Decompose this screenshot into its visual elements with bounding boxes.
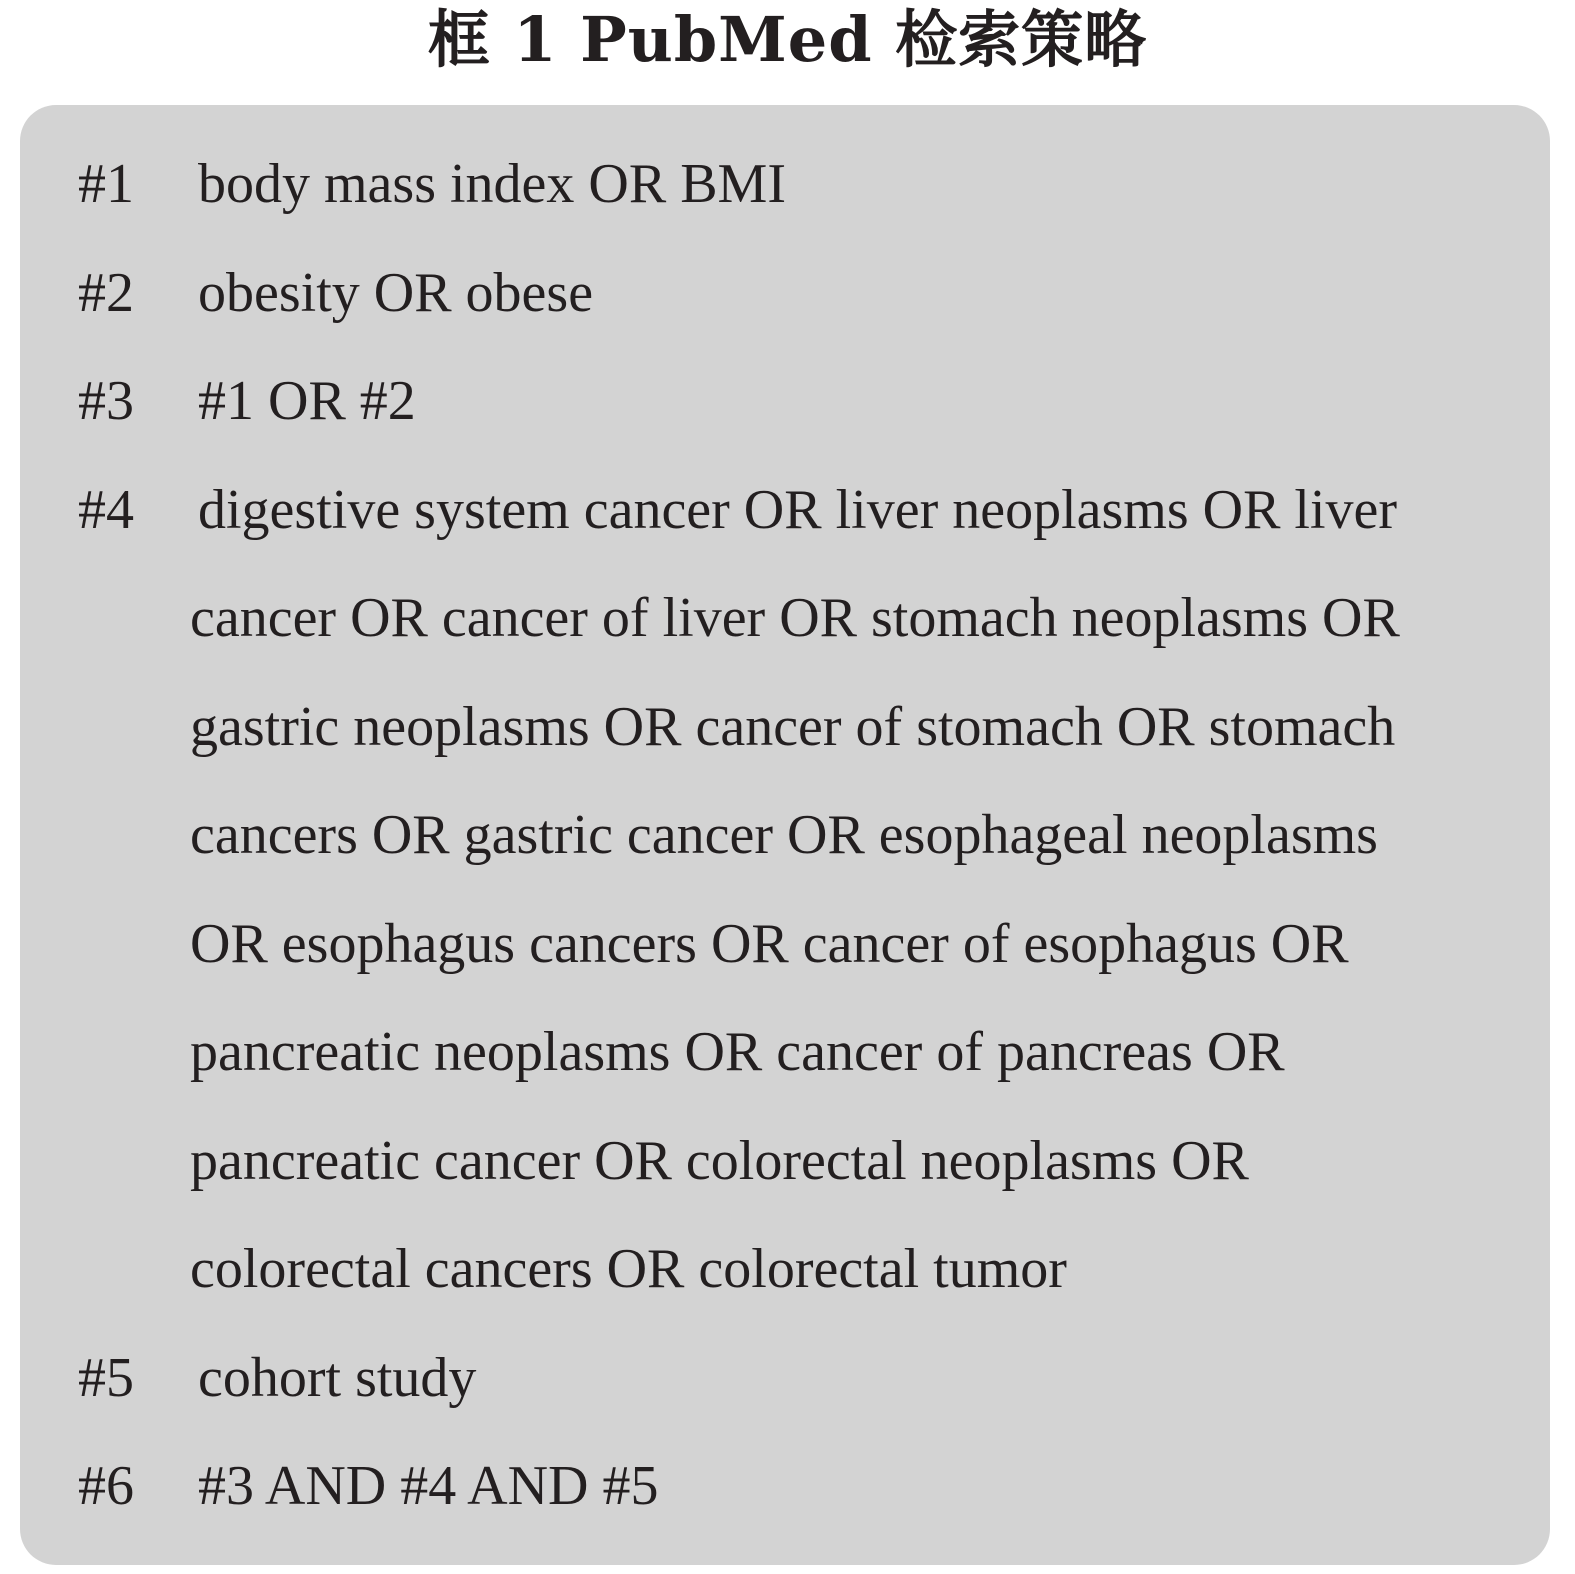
step-number: #5: [78, 1346, 134, 1409]
box-title: 框 1 PubMed 检索策略: [427, 3, 1148, 76]
step-number: #3: [78, 370, 134, 432]
search-strategy-panel: [20, 105, 1550, 1565]
step-query: #1 OR #2: [198, 370, 416, 432]
step-number: #1: [78, 153, 134, 215]
step-number: #6: [78, 1455, 134, 1517]
query-line: colorectal cancers OR colorectal tumor: [190, 1238, 1067, 1300]
query-line: cancers OR gastric cancer OR esophageal neoplasms: [190, 804, 1378, 866]
step-query: obesity OR obese: [198, 261, 594, 324]
step-query: body mass index OR BMI: [198, 153, 786, 215]
step-number: #2: [78, 261, 134, 324]
query-line: pancreatic cancer OR colorectal neoplasms OR: [190, 1129, 1249, 1192]
query-line: digestive system cancer OR liver neoplasms OR liver: [198, 478, 1398, 541]
query-line: cancer OR cancer of liver OR stomach neoplasms OR: [190, 587, 1400, 649]
step-query: #3 AND #4 AND #5: [198, 1455, 659, 1517]
step-number: #4: [78, 478, 134, 541]
query-line: pancreatic neoplasms OR cancer of pancreas OR: [190, 1021, 1285, 1083]
query-line: gastric neoplasms OR cancer of stomach OR stomach: [190, 695, 1396, 758]
step-query: [190, 456, 1520, 1324]
query-line: OR esophagus cancers OR cancer of esophagus OR: [190, 912, 1349, 975]
step-query: cohort study: [198, 1346, 477, 1409]
